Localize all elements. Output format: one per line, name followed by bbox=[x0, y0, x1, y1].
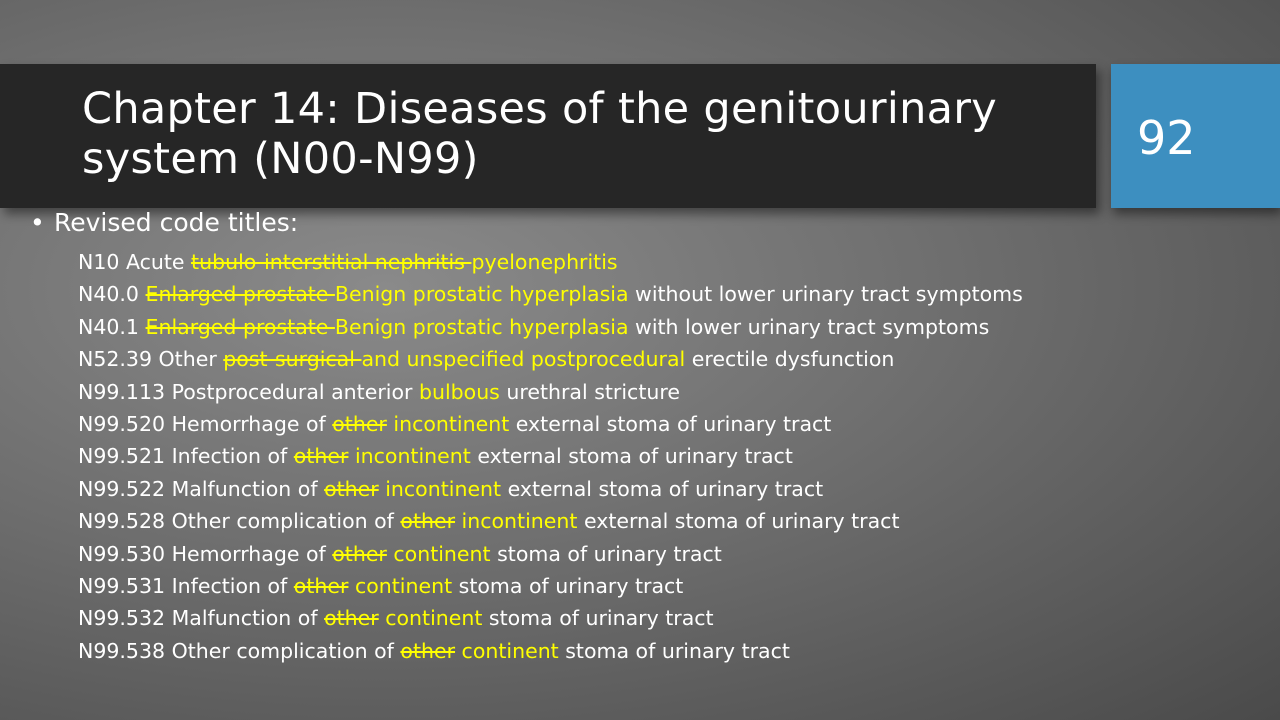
title-text: Infection of bbox=[165, 573, 294, 598]
added-text: incontinent bbox=[378, 476, 502, 501]
list-item bbox=[78, 408, 1023, 440]
deleted-text: other bbox=[293, 573, 349, 598]
title-text: without lower urinary tract symptoms bbox=[628, 282, 1023, 307]
list-item bbox=[78, 278, 1023, 310]
deleted-text: post-surgical bbox=[223, 347, 362, 372]
deleted-text: Enlarged prostate bbox=[145, 314, 335, 339]
title-text: external stoma of urinary tract bbox=[509, 411, 832, 436]
code: N40.1 bbox=[78, 314, 139, 339]
list-item bbox=[78, 311, 1023, 343]
title-text: with lower urinary tract symptoms bbox=[628, 314, 990, 339]
deleted-text: Enlarged prostate bbox=[145, 282, 335, 307]
added-text: bulbous bbox=[418, 379, 500, 404]
bullet-dot-icon: • bbox=[30, 208, 45, 237]
code: N99.520 bbox=[78, 411, 166, 436]
added-text: continent bbox=[348, 573, 453, 598]
title-text: stoma of urinary tract bbox=[558, 638, 790, 663]
list-item bbox=[78, 440, 1023, 472]
title-text: erectile dysfunction bbox=[685, 347, 895, 372]
list-item bbox=[78, 376, 1023, 408]
code: N99.532 bbox=[78, 606, 166, 631]
code-title-list bbox=[78, 246, 1023, 667]
title-text: Acute bbox=[119, 250, 192, 274]
deleted-text: other bbox=[332, 411, 387, 436]
code: N52.39 bbox=[78, 347, 153, 372]
code: N99.521 bbox=[78, 444, 166, 469]
code: N40.0 bbox=[78, 282, 139, 307]
title-text: external stoma of urinary tract bbox=[577, 509, 900, 534]
added-text: incontinent bbox=[455, 509, 578, 534]
title-text: Other complication of bbox=[165, 509, 401, 534]
list-item bbox=[78, 570, 1023, 602]
code: N99.528 bbox=[78, 509, 166, 534]
added-text: Benign prostatic hyperplasia bbox=[334, 314, 629, 339]
added-text: incontinent bbox=[348, 444, 471, 469]
code: N99.530 bbox=[78, 541, 166, 566]
code: N99.538 bbox=[78, 638, 166, 663]
list-item bbox=[78, 246, 1023, 278]
title-text: external stoma of urinary tract bbox=[470, 444, 793, 469]
title-text: Other bbox=[152, 347, 224, 372]
title-text: Postprocedural anterior bbox=[165, 379, 419, 404]
title-text: Other complication of bbox=[165, 638, 401, 663]
title-text: stoma of urinary tract bbox=[452, 573, 684, 598]
title-text: stoma of urinary tract bbox=[482, 606, 714, 631]
deleted-text: other bbox=[332, 541, 387, 566]
deleted-text: other bbox=[324, 606, 379, 631]
title-text: external stoma of urinary tract bbox=[501, 476, 824, 501]
code: N10 bbox=[78, 250, 120, 274]
deleted-text: tubulo-interstitial nephritis bbox=[191, 250, 472, 274]
added-text: Benign prostatic hyperplasia bbox=[334, 282, 629, 307]
added-text: pyelonephritis bbox=[471, 250, 618, 274]
added-text: continent bbox=[386, 541, 491, 566]
slide-title: Chapter 14: Diseases of the genitourinary system (N00-N99) bbox=[82, 84, 998, 184]
deleted-text: other bbox=[400, 638, 456, 663]
bullet-text: Revised code titles: bbox=[54, 208, 299, 237]
list-item bbox=[78, 602, 1023, 634]
title-text: urethral stricture bbox=[499, 379, 680, 404]
code: N99.522 bbox=[78, 476, 166, 501]
title-text: stoma of urinary tract bbox=[490, 541, 722, 566]
code: N99.113 bbox=[78, 379, 166, 404]
deleted-text: other bbox=[293, 444, 349, 469]
deleted-text: other bbox=[324, 476, 379, 501]
title-text: Malfunction of bbox=[165, 476, 325, 501]
title-text: Malfunction of bbox=[165, 606, 325, 631]
added-text: continent bbox=[378, 606, 483, 631]
list-item bbox=[78, 538, 1023, 570]
added-text: and unspecified postprocedural bbox=[361, 347, 686, 372]
code: N99.531 bbox=[78, 573, 166, 598]
list-item bbox=[78, 473, 1023, 505]
title-text: Hemorrhage of bbox=[165, 411, 333, 436]
added-text: incontinent bbox=[386, 411, 510, 436]
slide-number: 92 bbox=[1137, 111, 1196, 165]
deleted-text: other bbox=[400, 509, 456, 534]
bullet-heading bbox=[30, 206, 298, 240]
list-item bbox=[78, 505, 1023, 537]
title-text: Infection of bbox=[165, 444, 294, 469]
list-item bbox=[78, 343, 1023, 375]
title-text: Hemorrhage of bbox=[165, 541, 333, 566]
list-item bbox=[78, 635, 1023, 667]
added-text: continent bbox=[455, 638, 559, 663]
